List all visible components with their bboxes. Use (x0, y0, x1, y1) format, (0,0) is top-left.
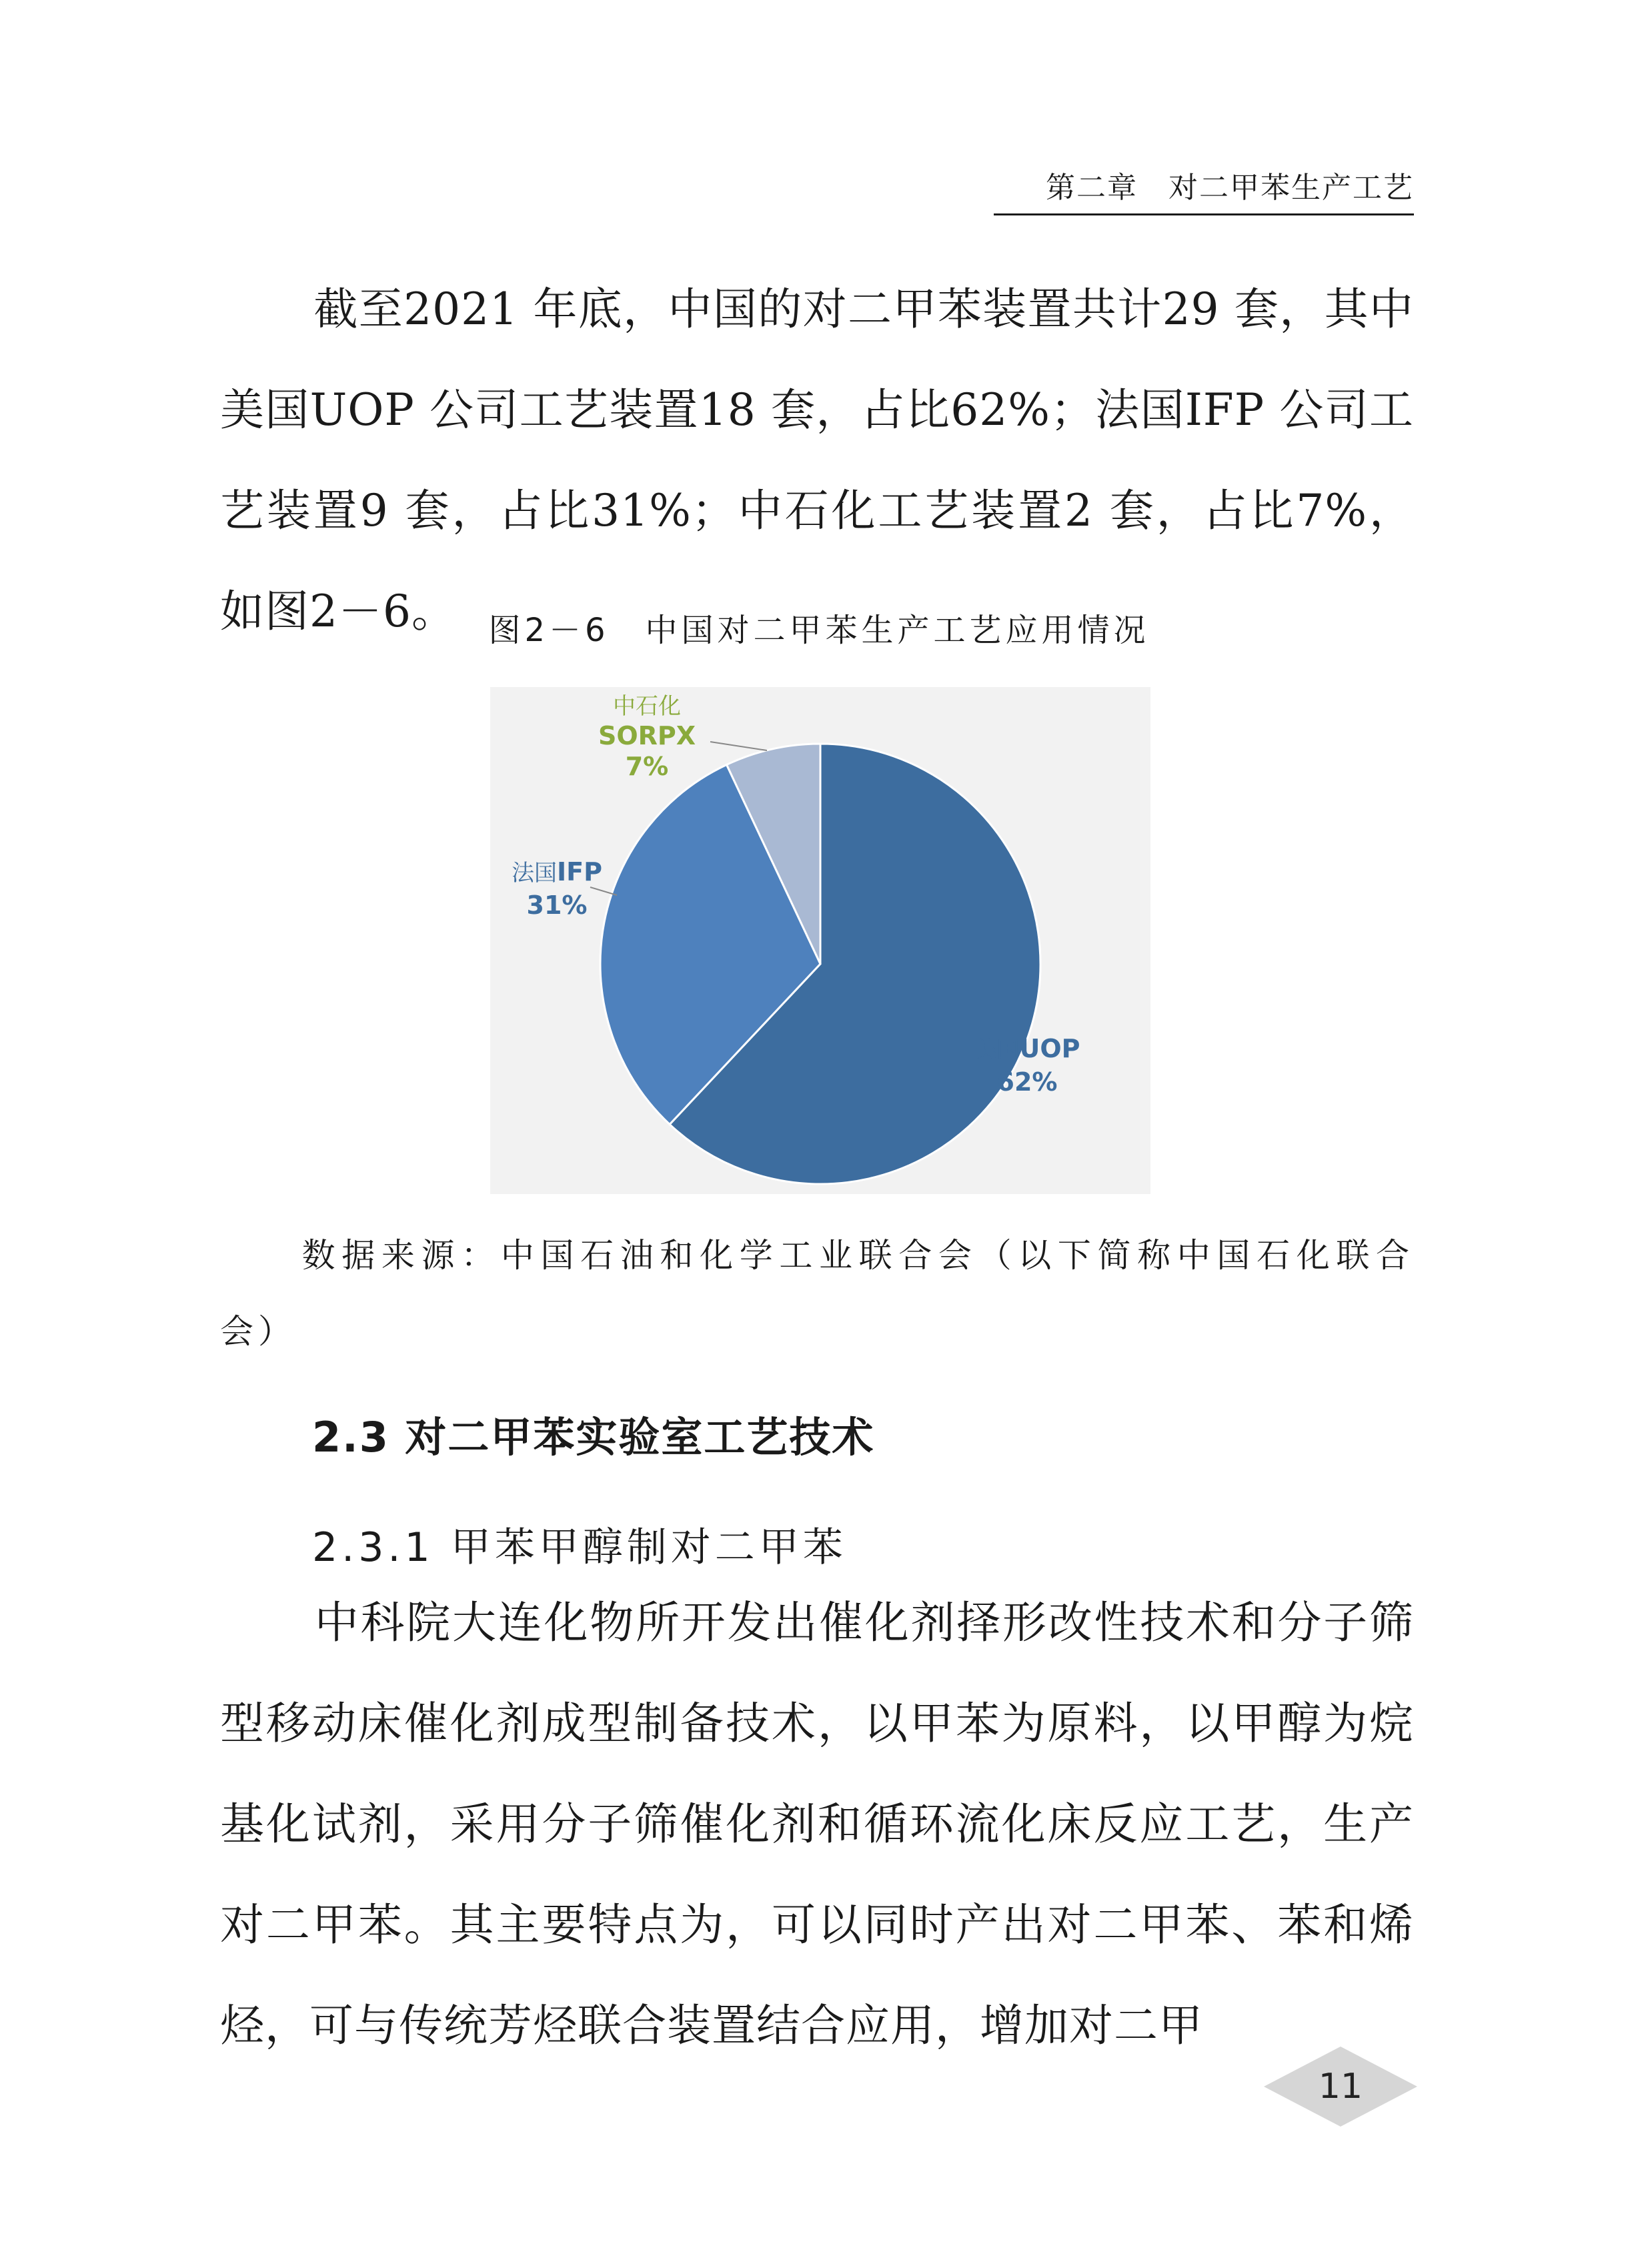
paragraph-1 (220, 259, 1414, 662)
paragraph-2 (220, 1572, 1414, 2076)
slice-label-0: 美国UOP 62% (974, 1034, 1080, 1097)
pie-chart (490, 687, 1150, 1194)
paragraph-1-text: 截至2021 年底，中国的对二甲苯装置共计29 套，其中美国UOP 公司工艺装置18 套，占比62%；法国IFP 公司工艺装置9 套，占比31%；中石化工艺装置2 套，占比7%，如图2－6。 (220, 284, 1414, 637)
slice-label-2: 中石化 SORPX 7% (598, 693, 696, 781)
slice-label-1: 法国IFP 31% (512, 857, 602, 920)
pie-chart-svg (490, 687, 1150, 1194)
running-head: 第二章 对二甲苯生产工艺 (994, 167, 1414, 215)
subsection-heading: 2.3.1 甲苯甲醇制对二甲苯 (312, 1524, 847, 1571)
source-note (220, 1217, 1414, 1369)
source-note-text: 数据来源：中国石油和化学工业联合会（以下简称中国石化联合会） (220, 1236, 1414, 1351)
figure-caption: 图2－6 中国对二甲苯生产工艺应用情况 (488, 612, 1150, 649)
page-number: 11 (1318, 2067, 1363, 2107)
section-heading: 2.3 对二甲苯实验室工艺技术 (312, 1413, 875, 1462)
leader-line-2 (710, 742, 767, 750)
paragraph-2-text: 中科院大连化物所开发出催化剂择形改性技术和分子筛型移动床催化剂成型制备技术，以甲苯为原料，以甲醇为烷基化试剂，采用分子筛催化剂和循环流化床反应工艺，生产对二甲苯。其主要特点为，可以同时产出对二甲苯、苯和烯烃，可与传统芳烃联合装置结合应用，增加对二甲 (220, 1597, 1414, 2051)
page-number-badge (1264, 2047, 1417, 2127)
